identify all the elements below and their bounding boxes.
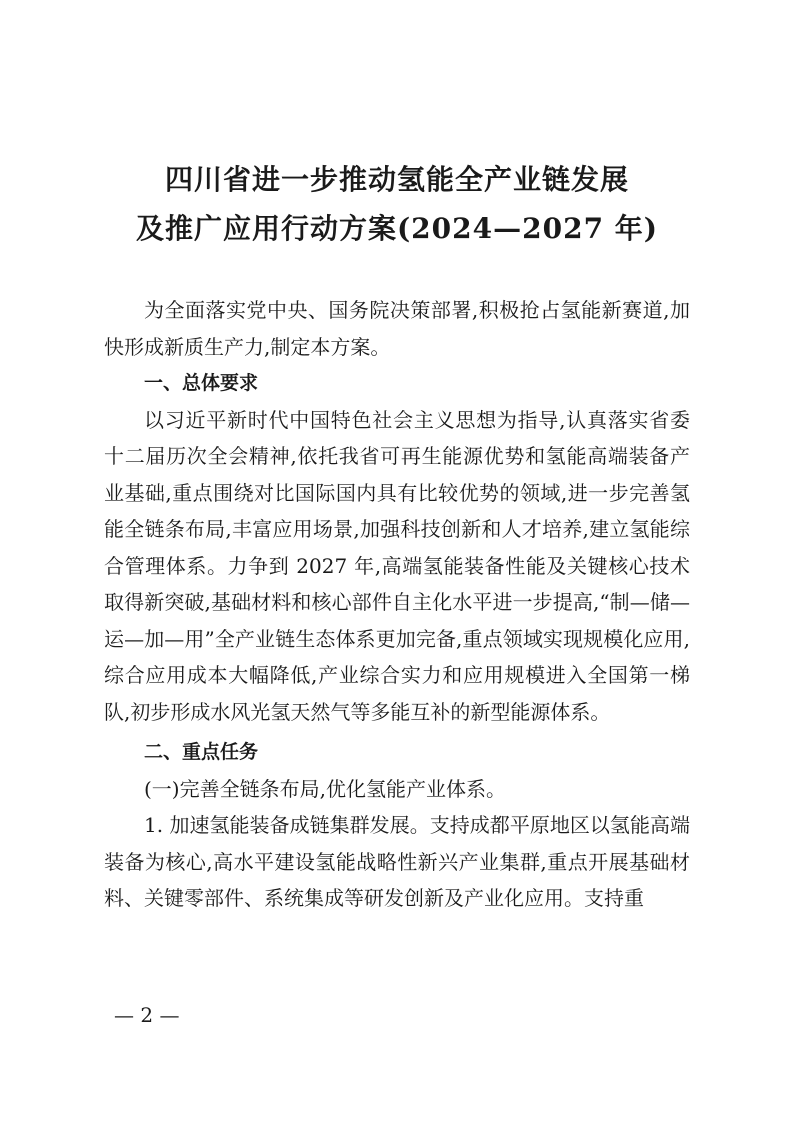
section2-heading: 二、重点任务 bbox=[144, 741, 259, 763]
page-number: — 2 — bbox=[114, 1003, 180, 1027]
section1-heading: 一、总体要求 bbox=[144, 372, 259, 394]
document-title-line1: 四川省进一步推动氢能全产业链发展 bbox=[164, 163, 629, 196]
item1-paragraph: 1. 加速氢能装备成链集群发展。支持成都平原地区以氢能高端装备为核心,高水平建设氢能战略性新兴产业集群,重点开展基础材料、关键零部件、系统集成等研发创新及产业化应用。支持重 bbox=[104, 813, 690, 910]
section1-paragraph: 以习近平新时代中国特色社会主义思想为指导,认真落实省委十二届历次全会精神,依托我省可再生能源优势和氢能高端装备产业基础,重点围绕对比国际国内具有比较优势的领域,进一步完善氢能全链条布局,丰富应用场景,加强科技创新和人才培养,建立氢能综合管理体系。力争到 2027 年,高端氢能装备性能及关键核心技术取得新突破,基础材料和核心部件自主化水平进一步提高,“制—储—运—加—用”全产业链生态体系更加完备,重点领域实现规模化应用,综合应用成本大幅降低,产业综合实力和应用规模进入全国第一梯队,初步形成水风光氢天然气等多能互补的新型能源体系。 bbox=[104, 407, 690, 724]
document-body bbox=[104, 292, 690, 917]
subsection1-heading: (一)完善全链条布局,优化氢能产业体系。 bbox=[144, 776, 506, 801]
intro-paragraph: 为全面落实党中央、国务院决策部署,积极抢占氢能新赛道,加快形成新质生产力,制定本方案。 bbox=[104, 298, 690, 359]
document-title-line2: 及推广应用行动方案(2024—2027 年) bbox=[135, 212, 659, 245]
